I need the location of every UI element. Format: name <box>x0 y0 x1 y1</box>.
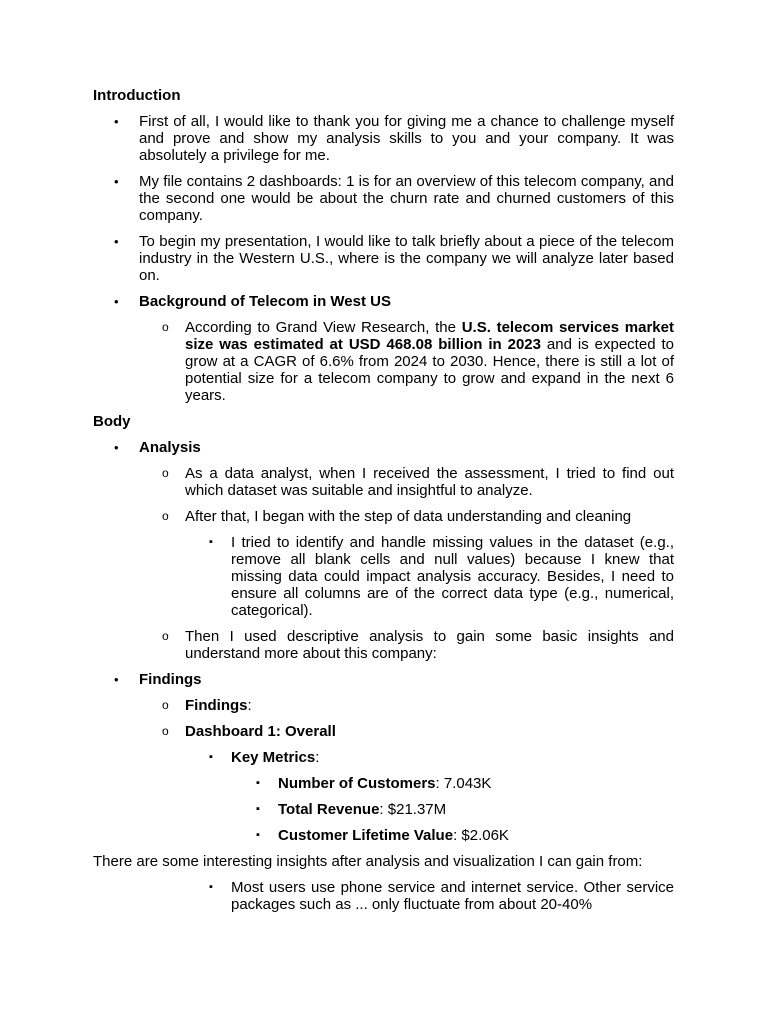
list-item <box>93 628 674 662</box>
list-item <box>93 465 674 499</box>
list-item-text: : <box>315 749 320 766</box>
circle-marker: o <box>162 698 169 712</box>
list-item <box>93 671 674 688</box>
list-item-text: First of all, I would like to thank you for giving me a chance to challenge myself and prove and show my analysis skills to you and your company. It was absolutely a privilege for me. <box>139 113 674 164</box>
list-item-heading: Background of Telecom in West US <box>139 293 391 310</box>
metric-item-customers <box>93 775 674 792</box>
bullet-marker: • <box>114 440 119 455</box>
square-marker: ▪ <box>209 536 213 548</box>
highlighted-text: U.S. telecom services market size was estimated at USD 468.08 billion in 2023 <box>185 319 674 353</box>
metric-value: : $2.06K <box>453 827 509 844</box>
list-item-heading: Dashboard 1: Overall <box>185 723 336 740</box>
list-item <box>93 113 674 164</box>
metric-value: : 7.043K <box>435 775 492 792</box>
list-item <box>93 439 674 456</box>
list-item-text: Most users use phone service and internet service. Other service packages such as ... only fluctuate from about 20-40% <box>231 879 674 913</box>
square-marker: ▪ <box>256 777 260 789</box>
list-item-text: To begin my presentation, I would like to talk briefly about a piece of the telecom industry in the Western U.S., where is the company we will analyze later based on. <box>139 233 674 284</box>
section-heading-body: Body <box>93 413 131 430</box>
list-item-text: : <box>247 697 252 714</box>
list-item <box>93 697 674 714</box>
list-item-text: My file contains 2 dashboards: 1 is for an overview of this telecom company, and the second one would be about the churn rate and churned customers of this company. <box>139 173 674 224</box>
circle-marker: o <box>162 724 169 738</box>
square-marker: ▪ <box>256 803 260 815</box>
list-item-text: As a data analyst, when I received the assessment, I tried to find out which dataset was suitable and insightful to analyze. <box>185 465 674 499</box>
metric-label: Customer Lifetime Value <box>278 827 454 844</box>
metric-value: : $21.37M <box>379 801 447 818</box>
list-item-text: Then I used descriptive analysis to gain some basic insights and understand more about this company: <box>185 628 674 662</box>
square-marker: ▪ <box>256 829 260 841</box>
metric-item-revenue <box>93 801 674 818</box>
list-item-heading: Findings <box>185 697 248 714</box>
document-content <box>93 87 674 922</box>
square-marker: ▪ <box>209 751 213 763</box>
metric-item-clv <box>93 827 674 844</box>
insight-intro-paragraph: There are some interesting insights after analysis and visualization I can gain from: <box>93 853 643 870</box>
list-item <box>93 879 674 913</box>
list-item <box>93 534 674 619</box>
list-item-heading: Analysis <box>139 439 201 456</box>
square-marker: ▪ <box>209 881 213 893</box>
list-item-heading: Key Metrics <box>231 749 316 766</box>
list-item <box>93 319 674 404</box>
list-item <box>93 508 674 525</box>
list-item <box>93 749 674 766</box>
list-item <box>93 293 674 310</box>
list-item <box>93 173 674 224</box>
bullet-marker: • <box>114 114 119 129</box>
metric-label: Total Revenue <box>278 801 380 818</box>
circle-marker: o <box>162 629 169 643</box>
list-item-text: According to Grand View Research, the <box>185 319 462 336</box>
list-item-text: and is expected to grow at a CAGR of 6.6% from 2024 to 2030. Hence, there is still a lot of potential size for a telecom company to grow and expand in the next 6 years. <box>185 336 674 404</box>
list-item <box>93 723 674 740</box>
list-item-text: I tried to identify and handle missing values in the dataset (e.g., remove all blank cells and null values) because I knew that missing data could impact analysis accuracy. Besides, I need to ensure all columns are of the correct data type (e.g., numerical, categorical). <box>231 534 674 619</box>
bullet-marker: • <box>114 174 119 189</box>
circle-marker: o <box>162 509 169 523</box>
list-item-text: After that, I began with the step of data understanding and cleaning <box>185 508 632 525</box>
list-item-heading: Findings <box>139 671 202 688</box>
metric-label: Number of Customers <box>278 775 436 792</box>
list-item <box>93 233 674 284</box>
bullet-marker: • <box>114 672 119 687</box>
bullet-marker: • <box>114 294 119 309</box>
section-heading-introduction: Introduction <box>93 87 181 104</box>
circle-marker: o <box>162 466 169 480</box>
circle-marker: o <box>162 320 169 334</box>
bullet-marker: • <box>114 234 119 249</box>
